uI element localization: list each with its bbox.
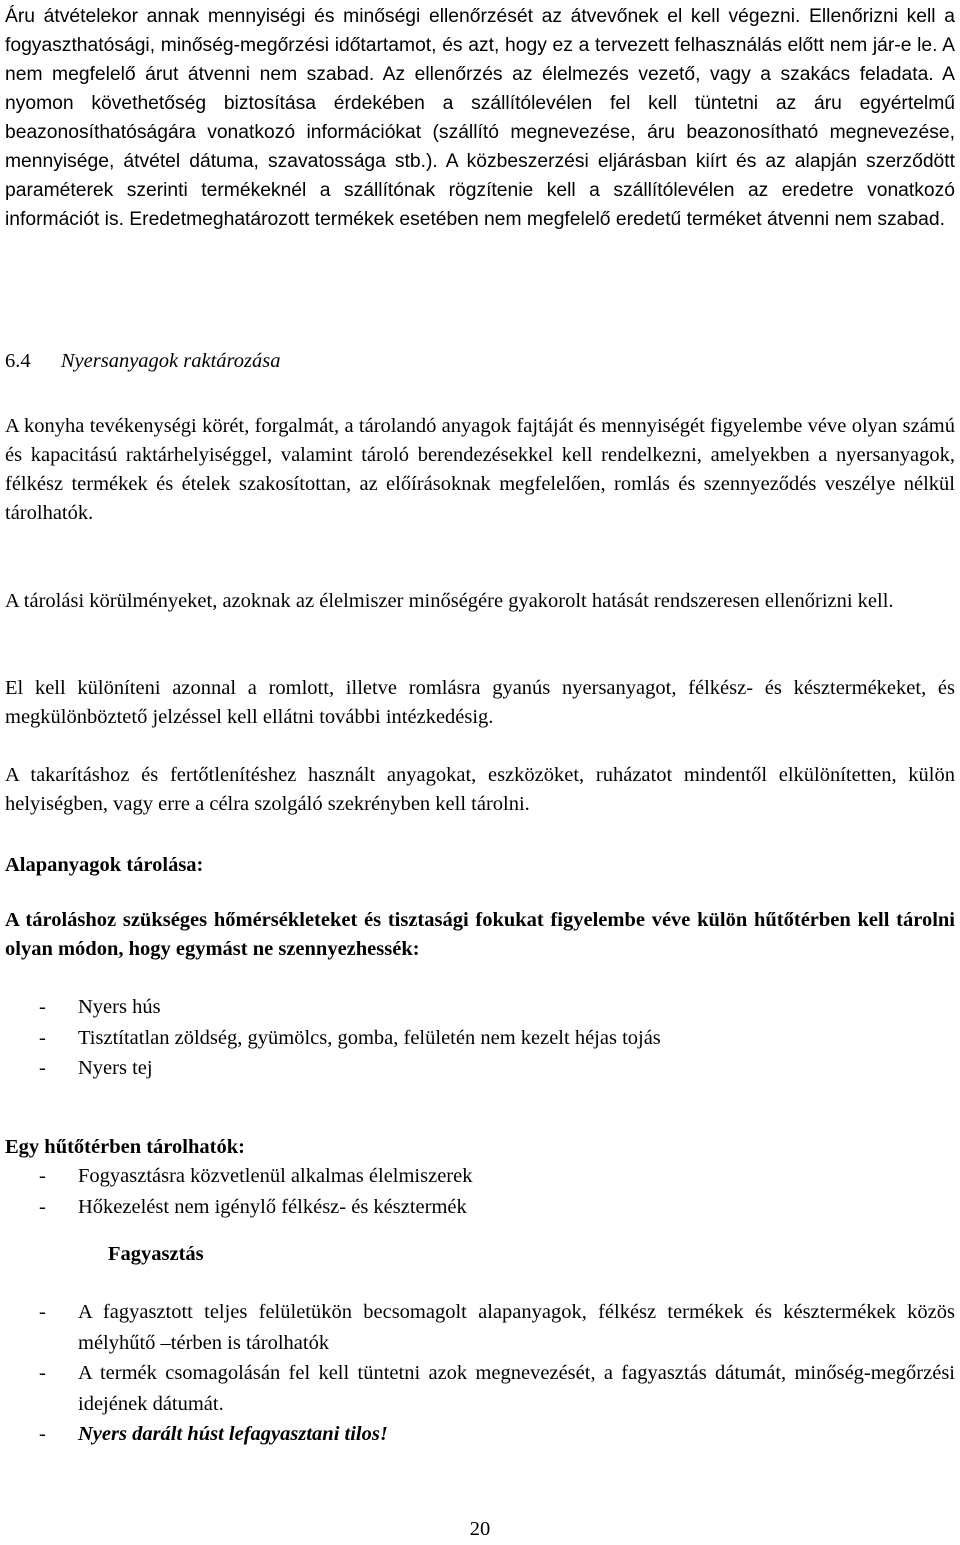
egy-hutoterben-list xyxy=(5,1161,955,1222)
paragraph-storage-conditions: A tárolási körülményeket, azoknak az élelmiszer minőségére gyakorolt hatását rendszeresen ellenőrizni kell. xyxy=(5,590,894,612)
list-item: - Nyers hús xyxy=(39,996,161,1018)
page-number: 20 xyxy=(469,1518,491,1540)
alapanyagok-heading: Alapanyagok tárolása: xyxy=(5,854,204,876)
alapanyagok-list xyxy=(5,992,955,1084)
list-item: - Tisztítatlan zöldség, gyümölcs, gomba, felületén nem kezelt héjas tojás xyxy=(39,1026,661,1049)
intro-paragraph: Áru átvételekor annak mennyiségi és minőségi ellenőrzését az átvevőnek el kell végezni. Ellenőrizni kell a fogyaszthatósági, minőség-megőrzési időtartamot, és azt, hogy ez a tervezett felhasználás előtt nem jár-e le. A nem megfelelő árut átvenni nem szabad. Az ellenőrzés az élelmezés vezető, vagy a szakács feladata. A nyomon követhetőség biztosítása érdekében a szállítólevélen fel kell tüntetni az áru egyértelmű beazonosíthatóságára vonatkozó információkat (szállító megnevezése, áru beazonosítható megnevezése, mennyisége, átvétel dátuma, szavatossága stb.). A közbeszerzési eljárásban kiírt és az alapján szerződött paraméterek szerinti termékeknél a szállítónak rögzítenie kell a szállítólevélen az eredetre vonatkozó információt is. Eredetmeghatározott termékek esetében nem megfelelő eredetű terméket átvenni nem szabad. xyxy=(5,6,955,230)
list-item: - A termék csomagolásán fel kell tüntetni azok megnevezését, a fagyasztás dátumát, minőség-megőrzési idejének dátumát. xyxy=(39,1362,955,1415)
list-item: - Hőkezelést nem igénylő félkész- és késztermék xyxy=(39,1195,467,1218)
paragraph-separation: El kell különíteni azonnal a romlott, illetve romlásra gyanús nyersanyagot, félkész- és késztermékeket, és megkülönböztető jelzéssel kell ellátni további intézkedésig. xyxy=(5,677,955,728)
fagyasztas-heading: Fagyasztás xyxy=(108,1243,204,1265)
list-item: - A fagyasztott teljes felületükön becsomagolt alapanyagok, félkész termékek és késztermékek közös mélyhűtő –térben is tárolhatók xyxy=(39,1301,955,1354)
fagyasztas-list xyxy=(5,1297,955,1450)
section-heading xyxy=(5,350,280,373)
list-item: - Nyers darált húst lefagyasztani tilos! xyxy=(39,1423,388,1445)
alapanyagok-instruction: A tároláshoz szükséges hőmérsékleteket és tisztasági fokukat figyelembe véve külön hűtőtérben kell tárolni olyan módon, hogy egymást ne szennyezhessék: xyxy=(5,909,955,960)
paragraph-storage-capacity: A konyha tevékenységi körét, forgalmát, a tárolandó anyagok fajtáját és mennyiségét figyelembe véve olyan számú és kapacitású raktárhelyiséggel, valamint tároló berendezésekkel kell rendelkezni, amelyekben a nyersanyagok, félkész termékek és ételek szakosítottan, az előírásoknak megfelelően, romlás és szennyeződés veszélye nélkül tárolhatók. xyxy=(5,415,955,524)
list-item: - Fogyasztásra közvetlenül alkalmas élelmiszerek xyxy=(39,1165,473,1187)
warning-text: Nyers darált húst lefagyasztani tilos! xyxy=(78,1423,388,1445)
paragraph-cleaning-materials: A takarításhoz és fertőtlenítéshez használt anyagokat, eszközöket, ruházatot mindentől elkülönítetten, külön helyiségben, vagy erre a célra szolgáló szekrényben kell tárolni. xyxy=(5,764,955,815)
egy-hutoterben-heading: Egy hűtőtérben tárolhatók: xyxy=(5,1136,245,1158)
list-item: - Nyers tej xyxy=(39,1057,153,1079)
section-title: Nyersanyagok raktározása xyxy=(60,350,281,372)
section-number: 6.4 xyxy=(5,350,31,372)
